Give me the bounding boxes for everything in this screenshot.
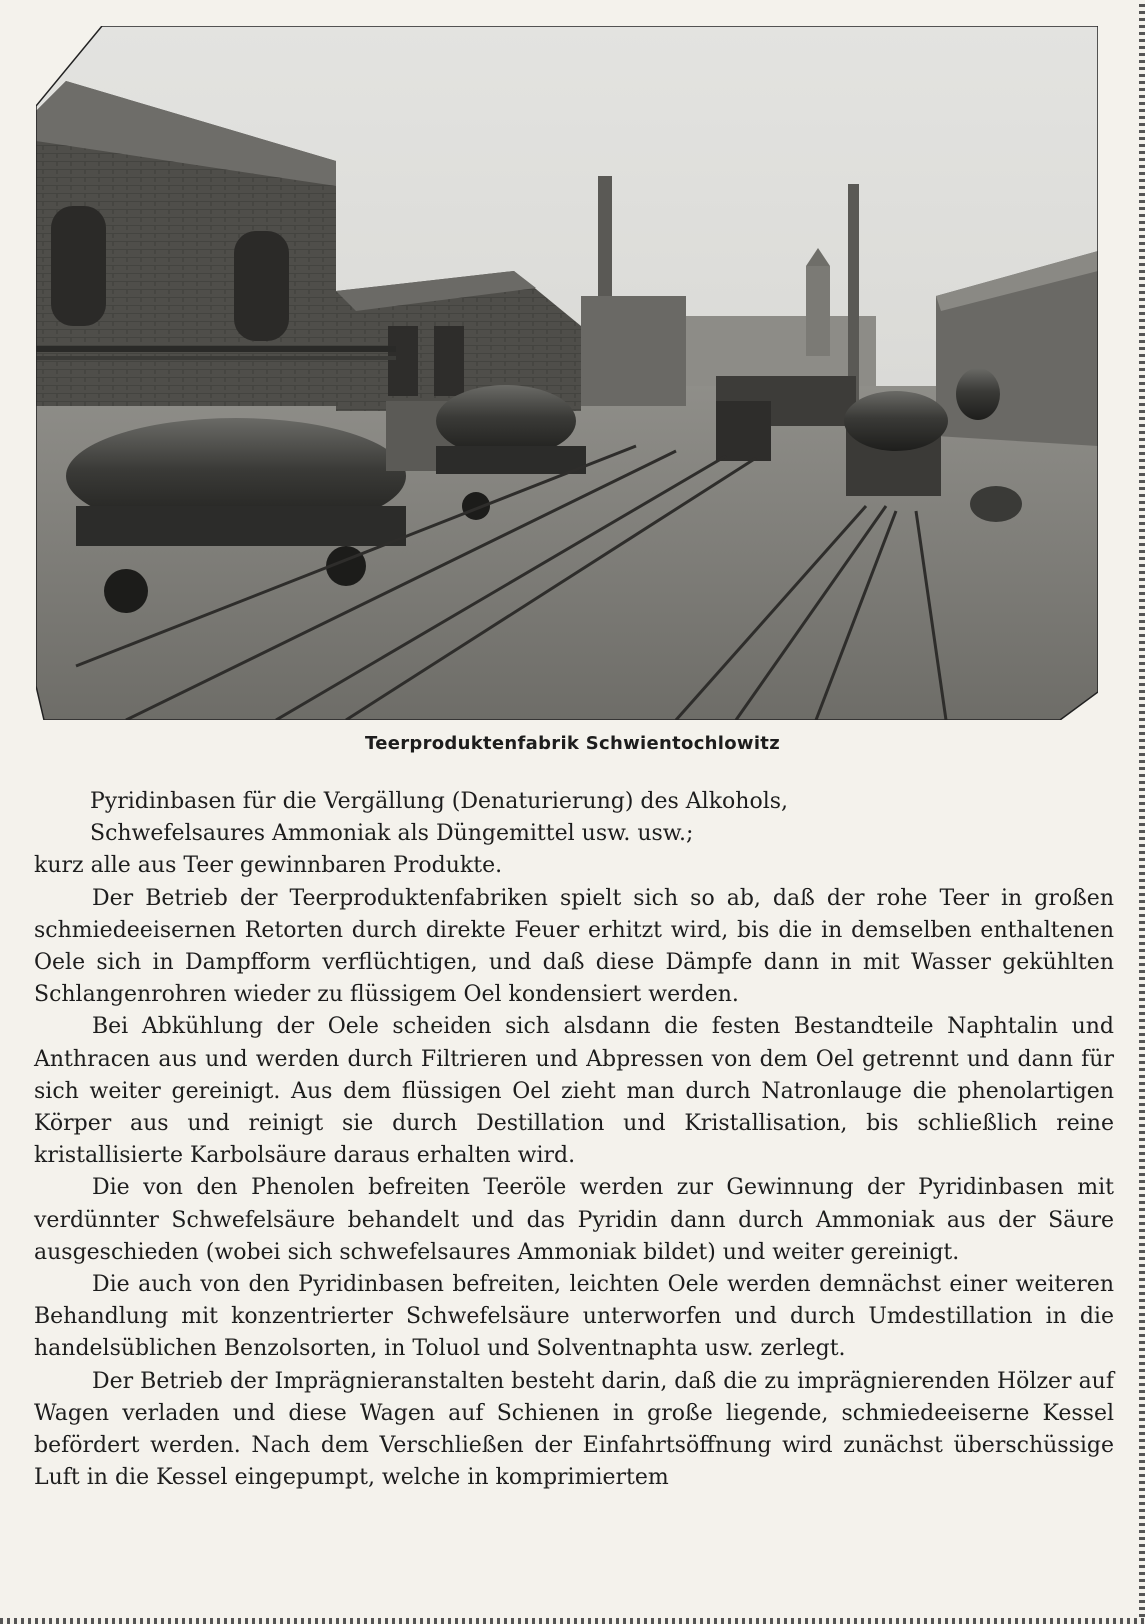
- paragraph: Bei Abkühlung der Oele scheiden sich alsdann die festen Bestandteile Naphtalin und Anthracen aus und werden durch Filtrieren und Abpressen von dem Oel getrennt und dann für sich weiter gereinigt. Aus dem flüssigen Oel zieht man durch Natronlauge die phenolartigen Körper aus und reinigt sie durch Destillation und Kristallisation, bis schließlich reine kristallisierte Karbolsäure daraus erhalten wird.: [34, 1014, 1114, 1169]
- photo-caption: Teerproduktenfabrik Schwientochlowitz: [365, 733, 780, 754]
- intro-line: Schwefelsaures Ammoniak als Düngemittel usw. usw.;: [90, 821, 694, 847]
- paragraph: Der Betrieb der Teerproduktenfabriken spielt sich so ab, daß der rohe Teer in großen schmiedeeisernen Retorten durch direkte Feuer erhitzt wird, bis die in demselben enthaltenen Oele sich in Dampfform verflüchtigen, und daß diese Dämpfe dann in mit Wasser gekühlten Schlangenrohren wieder zu flüssigem Oel kondensiert werden.: [34, 885, 1114, 1008]
- page-border-bottom: [0, 1618, 1145, 1624]
- body-text: [34, 786, 1114, 1494]
- page-border-right: [1139, 0, 1145, 1624]
- factory-photograph: [36, 26, 1098, 720]
- paragraph: Die auch von den Pyridinbasen befreiten, leichten Oele werden demnächst einer weiteren Behandlung mit konzentrierter Schwefelsäure unterworfen und durch Umdestillation in die handelsüblichen Benzolsorten, in Toluol und Solventnaphta usw. zerlegt.: [34, 1272, 1114, 1362]
- paragraph: Der Betrieb der Imprägnieranstalten besteht darin, daß die zu imprägnierenden Hölzer auf Wagen verladen und diese Wagen auf Schienen in große liegende, schmiedeeiserne Kessel befördert werden. Nach dem Verschließen der Einfahrtsöffnung wird zunächst überschüssige Luft in die Kessel eingepumpt, welche in komprimiertem: [34, 1368, 1114, 1491]
- intro-line: Pyridinbasen für die Vergällung (Denaturierung) des Alkohols,: [90, 789, 789, 814]
- intro-line: kurz alle aus Teer gewinnbaren Produkte.: [34, 853, 503, 879]
- paragraph: Die von den Phenolen befreiten Teeröle werden zur Gewinnung der Pyridinbasen mit verdünnter Schwefelsäure behandelt und das Pyridin dann durch Ammoniak aus der Säure ausgeschieden (wobei sich schwefelsaures Ammoniak bildet) und weiter gereinigt.: [34, 1175, 1114, 1265]
